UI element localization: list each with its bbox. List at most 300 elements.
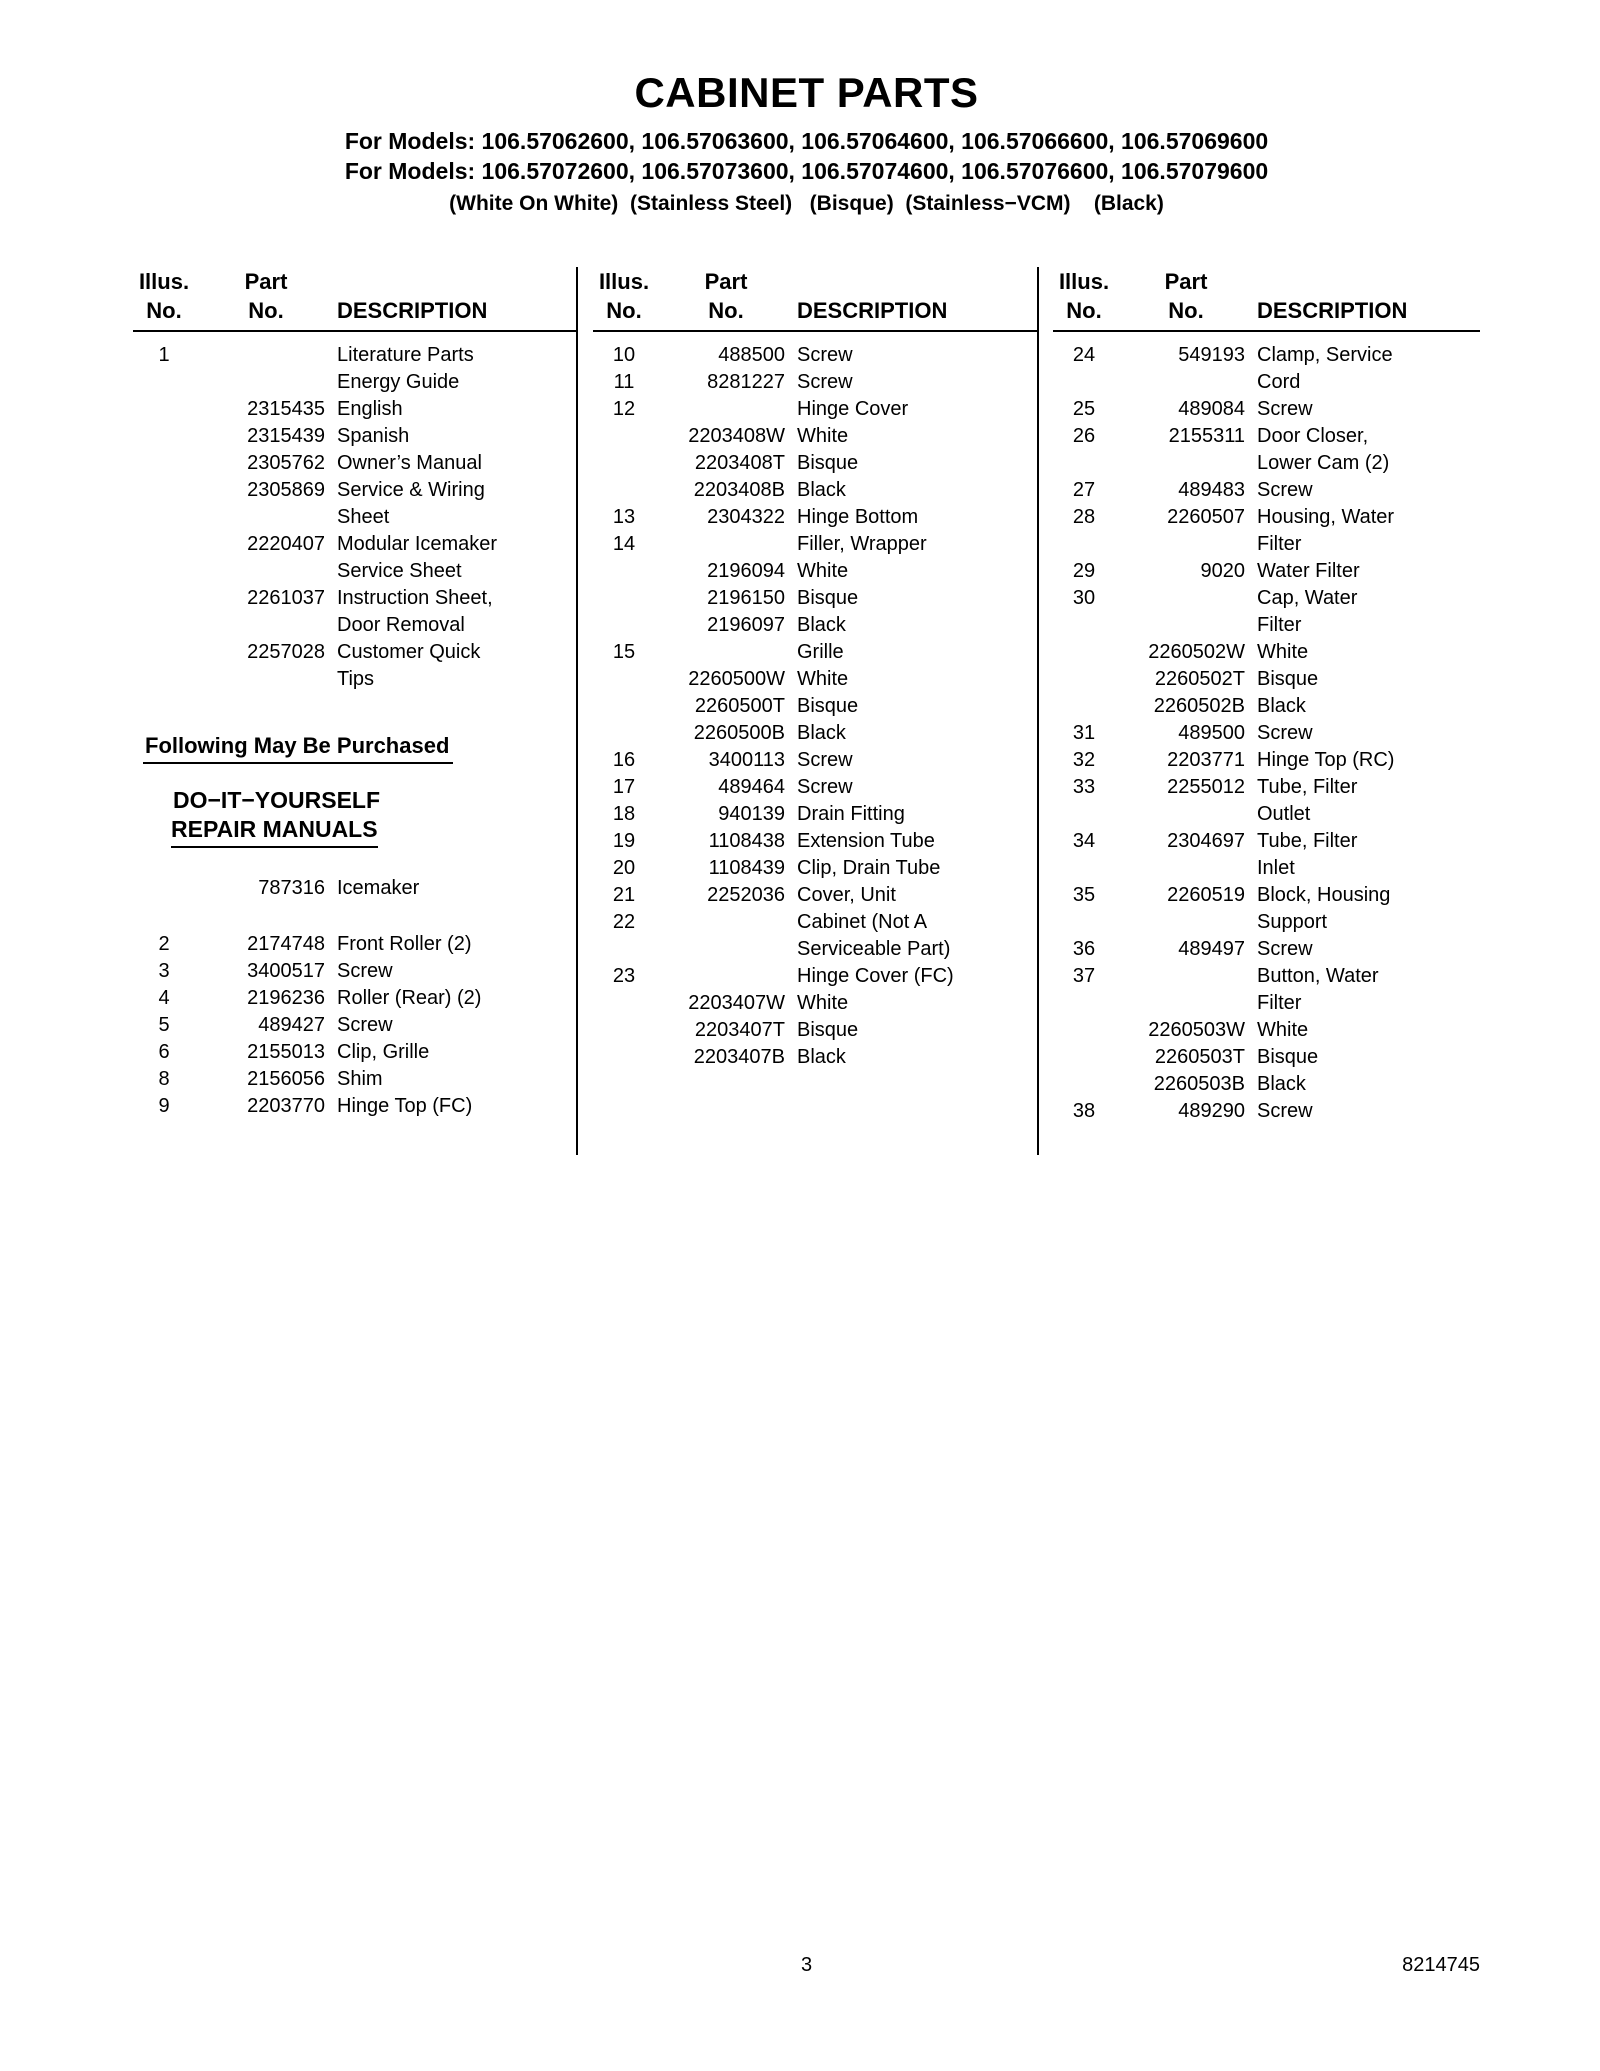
description: Bisque bbox=[797, 452, 859, 474]
description: Screw bbox=[797, 344, 853, 366]
description: Service Sheet bbox=[337, 560, 462, 582]
header-spacer bbox=[797, 267, 1037, 296]
illus-header: Illus. bbox=[138, 269, 190, 294]
column-divider bbox=[576, 267, 578, 1155]
description: Grille bbox=[797, 641, 844, 663]
part-no: 2203770 bbox=[247, 1095, 325, 1117]
part-row bbox=[1053, 369, 1480, 396]
part-row bbox=[133, 1093, 576, 1120]
illus-no: 11 bbox=[613, 371, 635, 393]
illus-no bbox=[133, 558, 195, 585]
illus-no bbox=[593, 990, 655, 1017]
part-row bbox=[1053, 342, 1480, 369]
part-row bbox=[593, 1044, 1037, 1071]
part-no: 2156056 bbox=[247, 1068, 325, 1090]
description: Bisque bbox=[797, 1019, 859, 1041]
part-no bbox=[667, 909, 785, 936]
page-footer bbox=[133, 1952, 1480, 1979]
part-row bbox=[1053, 720, 1480, 747]
part-no: 2203407T bbox=[694, 1019, 785, 1041]
part-no bbox=[207, 666, 325, 693]
description-header: DESCRIPTION bbox=[337, 298, 488, 323]
part-no: 2260502B bbox=[1153, 695, 1245, 717]
description: Button, Water bbox=[1257, 965, 1379, 987]
part-no: 2260503W bbox=[1148, 1019, 1245, 1041]
illus-no: 22 bbox=[612, 911, 636, 933]
part-row bbox=[593, 990, 1037, 1017]
description: Screw bbox=[1257, 722, 1313, 744]
part-no: 2203408T bbox=[694, 452, 785, 474]
header-rule bbox=[1053, 330, 1480, 332]
description: Clip, Grille bbox=[337, 1041, 430, 1063]
section-heading: DO−IT−YOURSELF bbox=[173, 787, 381, 813]
description: Screw bbox=[1257, 398, 1313, 420]
part-row bbox=[1053, 801, 1480, 828]
description: Hinge Cover bbox=[797, 398, 909, 420]
part-row bbox=[593, 342, 1037, 369]
description: Filter bbox=[1257, 614, 1302, 636]
part-row bbox=[133, 396, 576, 423]
illus-no: 28 bbox=[1072, 506, 1096, 528]
header-rule bbox=[593, 330, 1037, 332]
illus-no: 1 bbox=[158, 344, 170, 366]
part-row bbox=[133, 369, 576, 396]
part-row bbox=[1053, 828, 1480, 855]
part-no bbox=[1127, 531, 1245, 558]
illus-no bbox=[1053, 990, 1115, 1017]
illus-no bbox=[1053, 369, 1115, 396]
part-row bbox=[1053, 450, 1480, 477]
part-no: 2155311 bbox=[1168, 425, 1245, 447]
illus-no: 17 bbox=[612, 776, 636, 798]
column-header-line-2 bbox=[133, 296, 576, 325]
illus-no bbox=[1053, 639, 1115, 666]
illus-no: 24 bbox=[1072, 344, 1096, 366]
column-header bbox=[1053, 267, 1480, 332]
illus-no bbox=[133, 450, 195, 477]
description: Inlet bbox=[1257, 857, 1295, 879]
part-row bbox=[593, 855, 1037, 882]
illus-no: 5 bbox=[158, 1014, 170, 1036]
description: Hinge Bottom bbox=[797, 506, 919, 528]
part-no bbox=[1127, 909, 1245, 936]
part-no: 2220407 bbox=[247, 533, 325, 555]
column-header-line-2 bbox=[593, 296, 1037, 325]
part-row bbox=[133, 558, 576, 585]
description: Screw bbox=[337, 960, 393, 982]
description: Service & Wiring bbox=[337, 479, 485, 501]
part-no: 2260502W bbox=[1148, 641, 1245, 663]
description: Black bbox=[797, 614, 846, 636]
part-no: 2260519 bbox=[1167, 884, 1245, 906]
part-no: 2174748 bbox=[247, 933, 325, 955]
part-row bbox=[593, 369, 1037, 396]
part-no: 787316 bbox=[258, 877, 325, 899]
description: Tube, Filter bbox=[1257, 830, 1358, 852]
description: Icemaker bbox=[337, 877, 420, 899]
part-no: 2203771 bbox=[1167, 749, 1245, 771]
models-line-2: For Models: 106.57072600, 106.57073600, 106.57074600, 106.57076600, 106.57079600 bbox=[344, 158, 1269, 184]
column-header bbox=[133, 267, 576, 332]
part-no bbox=[1127, 585, 1245, 612]
part-row bbox=[593, 639, 1037, 666]
description: Shim bbox=[337, 1068, 383, 1090]
part-row bbox=[1053, 1044, 1480, 1071]
illus-no bbox=[133, 531, 195, 558]
illus-no bbox=[1053, 1044, 1115, 1071]
part-no: 2155013 bbox=[247, 1041, 325, 1063]
part-row bbox=[133, 477, 576, 504]
description: White bbox=[797, 425, 849, 447]
part-no: 2196150 bbox=[707, 587, 785, 609]
illus-no bbox=[133, 423, 195, 450]
page-number: 3 bbox=[800, 1954, 813, 1976]
illus-no: 25 bbox=[1072, 398, 1096, 420]
part-row bbox=[1053, 990, 1480, 1017]
part-no: 488500 bbox=[718, 344, 785, 366]
part-row bbox=[133, 1012, 576, 1039]
part-row bbox=[1053, 666, 1480, 693]
part-row bbox=[593, 1017, 1037, 1044]
illus-no: 29 bbox=[1072, 560, 1096, 582]
illus-no: 10 bbox=[612, 344, 636, 366]
description: Screw bbox=[1257, 1100, 1313, 1122]
illus-no bbox=[593, 612, 655, 639]
description: White bbox=[1257, 1019, 1309, 1041]
part-row bbox=[593, 693, 1037, 720]
illus-no: 27 bbox=[1072, 479, 1096, 501]
part-no: 2260500W bbox=[688, 668, 785, 690]
illus-no bbox=[133, 612, 195, 639]
column-header bbox=[593, 267, 1037, 332]
illus-no bbox=[1053, 855, 1115, 882]
description: White bbox=[797, 560, 849, 582]
illus-no: 2 bbox=[158, 933, 170, 955]
description: Screw bbox=[797, 371, 853, 393]
illus-no bbox=[133, 666, 195, 693]
part-row bbox=[593, 774, 1037, 801]
illus-no bbox=[133, 639, 195, 666]
part-row bbox=[1053, 1017, 1480, 1044]
illus-no bbox=[1053, 450, 1115, 477]
illus-no bbox=[1053, 693, 1115, 720]
description: Drain Fitting bbox=[797, 803, 905, 825]
part-row bbox=[1053, 747, 1480, 774]
spacer bbox=[133, 764, 576, 786]
description: Customer Quick bbox=[337, 641, 481, 663]
part-row bbox=[1053, 558, 1480, 585]
illus-no: 32 bbox=[1072, 749, 1096, 771]
description: Cap, Water bbox=[1257, 587, 1358, 609]
part-no: 2305762 bbox=[247, 452, 325, 474]
description: Cover, Unit bbox=[797, 884, 896, 906]
illus-no bbox=[133, 396, 195, 423]
part-no: 2255012 bbox=[1167, 776, 1245, 798]
description: Filter bbox=[1257, 992, 1302, 1014]
description-header: DESCRIPTION bbox=[1257, 298, 1408, 323]
illus-no bbox=[593, 450, 655, 477]
description: White bbox=[797, 668, 849, 690]
illus-no: 15 bbox=[612, 641, 636, 663]
description: Hinge Top (RC) bbox=[1257, 749, 1395, 771]
description: Bisque bbox=[1257, 668, 1319, 690]
illus-no: 19 bbox=[612, 830, 636, 852]
illus-no: 14 bbox=[612, 533, 636, 555]
spacer bbox=[133, 848, 576, 875]
illus-no bbox=[593, 720, 655, 747]
part-row bbox=[593, 720, 1037, 747]
part-no-header: No. bbox=[248, 298, 284, 323]
part-row bbox=[593, 801, 1037, 828]
part-no bbox=[207, 342, 325, 369]
description: Spanish bbox=[337, 425, 410, 447]
description: Bisque bbox=[797, 695, 859, 717]
part-row bbox=[593, 531, 1037, 558]
doc-number: 8214745 bbox=[1402, 1954, 1480, 1976]
part-row bbox=[593, 747, 1037, 774]
part-no-header: No. bbox=[1168, 298, 1204, 323]
part-row bbox=[1053, 909, 1480, 936]
description: Black bbox=[797, 1046, 846, 1068]
part-no: 489500 bbox=[1178, 722, 1245, 744]
illus-no bbox=[1053, 801, 1115, 828]
part-no: 2260500T bbox=[694, 695, 785, 717]
description: Door Removal bbox=[337, 614, 465, 636]
part-row bbox=[593, 423, 1037, 450]
part-row bbox=[133, 875, 576, 902]
description: Extension Tube bbox=[797, 830, 935, 852]
part-row bbox=[133, 1039, 576, 1066]
part-row bbox=[593, 909, 1037, 936]
part-row bbox=[1053, 585, 1480, 612]
description: Screw bbox=[1257, 479, 1313, 501]
description: Black bbox=[797, 479, 846, 501]
part-no: 2261037 bbox=[247, 587, 325, 609]
illus-no: 31 bbox=[1072, 722, 1096, 744]
description: Screw bbox=[797, 776, 853, 798]
column-divider bbox=[1037, 267, 1039, 1155]
description: Black bbox=[1257, 695, 1306, 717]
part-row bbox=[1053, 396, 1480, 423]
part-row bbox=[133, 450, 576, 477]
section-heading: REPAIR MANUALS bbox=[171, 815, 378, 848]
part-no bbox=[207, 369, 325, 396]
illus-no bbox=[133, 504, 195, 531]
part-no bbox=[667, 396, 785, 423]
part-no: 489427 bbox=[258, 1014, 325, 1036]
part-no: 2257028 bbox=[247, 641, 325, 663]
part-row bbox=[133, 958, 576, 985]
finish-options-line: (White On White) (Stainless Steel) (Bisque) (Stainless−VCM) (Black) bbox=[449, 192, 1164, 215]
illus-no bbox=[593, 423, 655, 450]
description: Cord bbox=[1257, 371, 1301, 393]
description: Hinge Cover (FC) bbox=[797, 965, 954, 987]
part-row bbox=[593, 504, 1037, 531]
description: Block, Housing bbox=[1257, 884, 1391, 906]
part-no: 2203408W bbox=[688, 425, 785, 447]
part-no: 2315435 bbox=[247, 398, 325, 420]
document-header bbox=[133, 70, 1480, 218]
part-row bbox=[593, 585, 1037, 612]
illus-no: 33 bbox=[1072, 776, 1096, 798]
part-no: 2203407B bbox=[693, 1046, 785, 1068]
illus-no: 13 bbox=[612, 506, 636, 528]
illus-no: 38 bbox=[1072, 1100, 1096, 1122]
part-row bbox=[133, 666, 576, 693]
description: Clamp, Service bbox=[1257, 344, 1393, 366]
part-no bbox=[1127, 612, 1245, 639]
part-no: 2260500B bbox=[693, 722, 785, 744]
part-no: 549193 bbox=[1178, 344, 1245, 366]
description: Owner’s Manual bbox=[337, 452, 482, 474]
description: Tips bbox=[337, 668, 375, 690]
illus-no bbox=[1053, 666, 1115, 693]
part-row bbox=[133, 1066, 576, 1093]
part-no bbox=[1127, 990, 1245, 1017]
description: Black bbox=[797, 722, 846, 744]
part-no bbox=[667, 963, 785, 990]
header-spacer bbox=[1257, 267, 1480, 296]
part-header: Part bbox=[244, 269, 288, 294]
description: Sheet bbox=[337, 506, 390, 528]
illus-no: 23 bbox=[612, 965, 636, 987]
part-header: Part bbox=[704, 269, 748, 294]
description: Serviceable Part) bbox=[797, 938, 951, 960]
part-row bbox=[593, 612, 1037, 639]
description: Modular Icemaker bbox=[337, 533, 498, 555]
description: Cabinet (Not A bbox=[797, 911, 928, 933]
part-no bbox=[1127, 855, 1245, 882]
part-row bbox=[593, 828, 1037, 855]
part-row bbox=[1053, 423, 1480, 450]
part-no: 2196236 bbox=[247, 987, 325, 1009]
part-no: 3400113 bbox=[708, 749, 785, 771]
part-row bbox=[1053, 936, 1480, 963]
part-no: 940139 bbox=[718, 803, 785, 825]
part-row bbox=[1053, 612, 1480, 639]
page-title: CABINET PARTS bbox=[634, 69, 979, 116]
part-row bbox=[593, 666, 1037, 693]
illus-no bbox=[593, 558, 655, 585]
column-header-line-1 bbox=[593, 267, 1037, 296]
illus-no: 9 bbox=[158, 1095, 170, 1117]
description: Housing, Water bbox=[1257, 506, 1395, 528]
illus-no bbox=[133, 477, 195, 504]
part-row bbox=[1053, 855, 1480, 882]
part-row bbox=[1053, 963, 1480, 990]
illus-no bbox=[593, 1017, 655, 1044]
description: Screw bbox=[797, 749, 853, 771]
part-no bbox=[1127, 450, 1245, 477]
description: Door Closer, bbox=[1257, 425, 1369, 447]
part-row bbox=[1053, 1071, 1480, 1098]
part-no: 489464 bbox=[718, 776, 785, 798]
illus-no: 4 bbox=[158, 987, 170, 1009]
illus-no: 8 bbox=[158, 1068, 170, 1090]
illus-header: Illus. bbox=[598, 269, 650, 294]
part-no: 1108439 bbox=[708, 857, 785, 879]
description: Support bbox=[1257, 911, 1328, 933]
part-row bbox=[1053, 531, 1480, 558]
part-row bbox=[133, 531, 576, 558]
spacer bbox=[133, 902, 576, 931]
part-no bbox=[1127, 963, 1245, 990]
part-no: 489290 bbox=[1178, 1100, 1245, 1122]
description: Front Roller (2) bbox=[337, 933, 472, 955]
description: Water Filter bbox=[1257, 560, 1360, 582]
description: Black bbox=[1257, 1073, 1306, 1095]
description-header: DESCRIPTION bbox=[797, 298, 948, 323]
part-row bbox=[593, 396, 1037, 423]
part-no: 489483 bbox=[1178, 479, 1245, 501]
part-no: 2304322 bbox=[707, 506, 785, 528]
part-no: 489497 bbox=[1178, 938, 1245, 960]
description: Lower Cam (2) bbox=[1257, 452, 1390, 474]
part-row bbox=[1053, 693, 1480, 720]
column-body bbox=[133, 342, 576, 1120]
illus-no: 3 bbox=[158, 960, 170, 982]
illus-no bbox=[593, 477, 655, 504]
part-no: 9020 bbox=[1200, 560, 1245, 582]
part-row bbox=[133, 423, 576, 450]
description: English bbox=[337, 398, 403, 420]
illus-no bbox=[1053, 1071, 1115, 1098]
header-spacer bbox=[337, 267, 576, 296]
description: Bisque bbox=[797, 587, 859, 609]
illus-no bbox=[593, 1044, 655, 1071]
illus-no: 18 bbox=[612, 803, 636, 825]
column-body bbox=[593, 342, 1037, 1071]
part-no: 1108438 bbox=[708, 830, 785, 852]
illus-no bbox=[593, 936, 655, 963]
part-row bbox=[133, 585, 576, 612]
part-no: 2196094 bbox=[707, 560, 785, 582]
part-no: 2203407W bbox=[688, 992, 785, 1014]
illus-no bbox=[1053, 612, 1115, 639]
part-no bbox=[667, 639, 785, 666]
description: Tube, Filter bbox=[1257, 776, 1358, 798]
part-no bbox=[207, 612, 325, 639]
part-row bbox=[593, 882, 1037, 909]
illus-header: Illus. bbox=[1058, 269, 1110, 294]
part-no bbox=[667, 531, 785, 558]
part-row bbox=[133, 931, 576, 958]
description: Literature Parts bbox=[337, 344, 474, 366]
description: Roller (Rear) (2) bbox=[337, 987, 482, 1009]
illus-no bbox=[1053, 531, 1115, 558]
part-row bbox=[1053, 639, 1480, 666]
part-no-header: No. bbox=[708, 298, 744, 323]
column-header-line-1 bbox=[1053, 267, 1480, 296]
illus-no: 6 bbox=[158, 1041, 170, 1063]
column-header-line-2 bbox=[1053, 296, 1480, 325]
illus-no: 36 bbox=[1072, 938, 1096, 960]
illus-no: 35 bbox=[1072, 884, 1096, 906]
description: Screw bbox=[1257, 938, 1313, 960]
part-row bbox=[133, 342, 576, 369]
description: Filter bbox=[1257, 533, 1302, 555]
part-no: 2260503T bbox=[1154, 1046, 1245, 1068]
description: Hinge Top (FC) bbox=[337, 1095, 473, 1117]
illus-no bbox=[1053, 1017, 1115, 1044]
column-header-line-1 bbox=[133, 267, 576, 296]
illus-no: 34 bbox=[1072, 830, 1096, 852]
parts-column-2 bbox=[593, 267, 1037, 1071]
part-no: 2315439 bbox=[247, 425, 325, 447]
parts-column-1 bbox=[133, 267, 576, 1120]
part-no bbox=[1127, 369, 1245, 396]
part-no: 489084 bbox=[1178, 398, 1245, 420]
